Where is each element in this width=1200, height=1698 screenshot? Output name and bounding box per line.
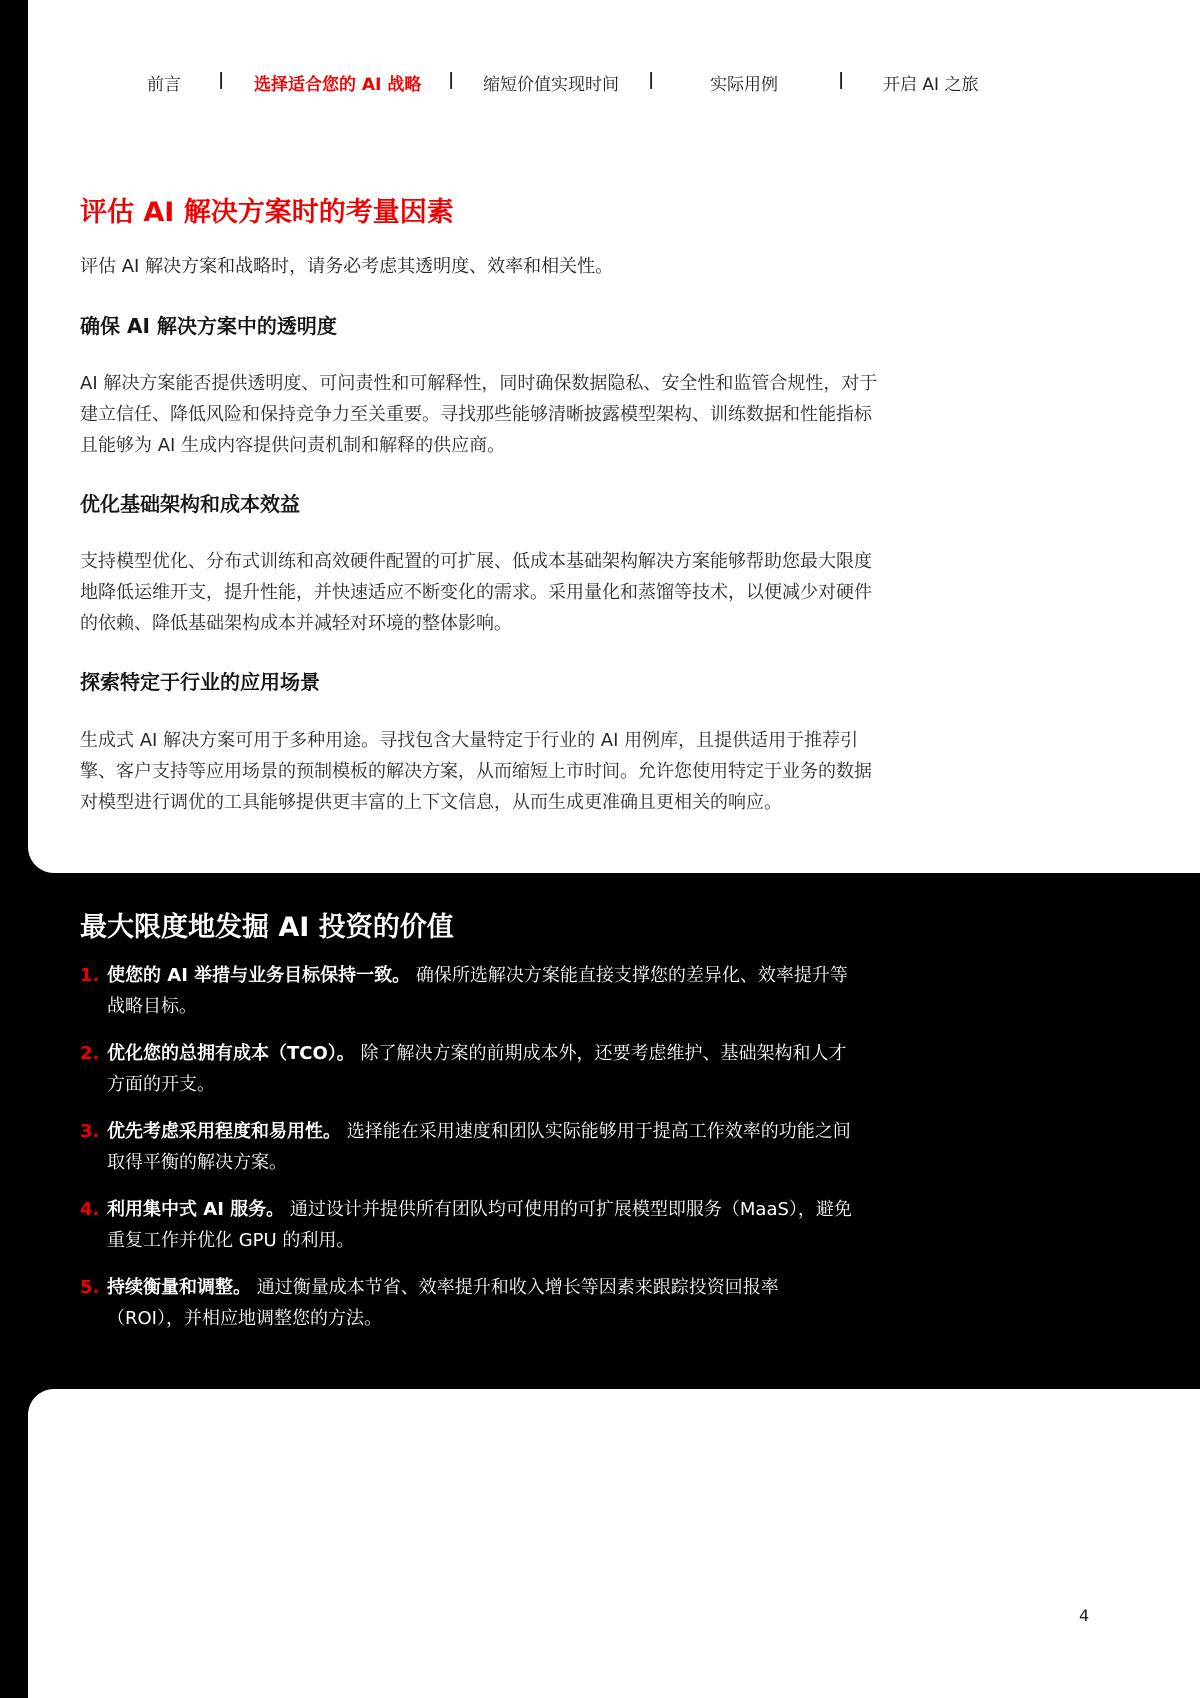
list-number: 1. bbox=[80, 965, 100, 986]
intro-text: 评估 AI 解决方案和战略时，请务必考虑其透明度、效率和相关性。 bbox=[80, 256, 614, 277]
list-number: 4. bbox=[80, 1199, 100, 1220]
body-line: 地降低运维开支，提升性能，并快速适应不断变化的需求。采用量化和蒸馏等技术，以便减少对硬件 bbox=[80, 582, 872, 603]
item-body-text: 取得平衡的解决方案。 bbox=[107, 1152, 287, 1173]
section-heading-transparency: 确保 AI 解决方案中的透明度 bbox=[80, 314, 337, 338]
callout-list bbox=[80, 960, 1060, 1350]
item-lead-text: 优化您的总拥有成本（TCO）。 bbox=[107, 1043, 355, 1064]
item-body-text: 除了解决方案的前期成本外，还要考虑维护、基础架构和人才 bbox=[354, 1043, 847, 1064]
item-body-text: 重复工作并优化 GPU 的利用。 bbox=[107, 1230, 355, 1251]
page-number: 4 bbox=[1079, 1606, 1090, 1625]
item-body-text: 选择能在采用速度和团队实际能够用于提高工作效率的功能之间 bbox=[341, 1121, 851, 1142]
item-body-text: 通过衡量成本节省、效率提升和收入增长等因素来跟踪投资回报率 bbox=[251, 1277, 779, 1298]
body-line: AI 解决方案能否提供透明度、可问责性和可解释性，同时确保数据隐私、安全性和监管合规性，对于 bbox=[80, 373, 878, 394]
body-line: 的依赖、降低基础架构成本并减轻对环境的整体影响。 bbox=[80, 613, 512, 634]
section-body-industry bbox=[80, 725, 1090, 818]
top-navigation bbox=[28, 64, 1200, 96]
list-number: 5. bbox=[80, 1277, 100, 1298]
section-heading-infrastructure: 优化基础架构和成本效益 bbox=[80, 492, 300, 516]
item-body-text: 战略目标。 bbox=[107, 996, 197, 1017]
section-body-transparency bbox=[80, 368, 1090, 461]
page-title: 评估 AI 解决方案时的考量因素 bbox=[80, 197, 454, 228]
body-line: 生成式 AI 解决方案可用于多种用途。寻找包含大量特定于行业的 AI 用例库，且提供适用于推荐引 bbox=[80, 730, 859, 751]
callout-title: 最大限度地发掘 AI 投资的价值 bbox=[80, 912, 454, 943]
nav-item-preface[interactable]: 前言 bbox=[147, 75, 181, 95]
nav-separator: | bbox=[648, 70, 655, 90]
body-line: 对模型进行调优的工具能够提供更丰富的上下文信息，从而生成更准确且更相关的响应。 bbox=[80, 792, 782, 813]
nav-item-start-ai-journey[interactable]: 开启 AI 之旅 bbox=[883, 75, 979, 95]
item-lead-text: 持续衡量和调整。 bbox=[107, 1277, 251, 1298]
nav-separator: | bbox=[838, 70, 845, 90]
item-body-text: 方面的开支。 bbox=[107, 1074, 215, 1095]
section-body-infrastructure bbox=[80, 546, 1090, 639]
list-number: 2. bbox=[80, 1043, 100, 1064]
page-bottom-section bbox=[28, 1389, 1200, 1698]
list-number: 3. bbox=[80, 1121, 100, 1142]
body-line: 且能够为 AI 生成内容提供问责机制和解释的供应商。 bbox=[80, 435, 506, 456]
item-body-text: 确保所选解决方案能直接支撑您的差异化、效率提升等 bbox=[410, 965, 848, 986]
item-lead-text: 优先考虑采用程度和易用性。 bbox=[107, 1121, 341, 1142]
item-lead-text: 使您的 AI 举措与业务目标保持一致。 bbox=[107, 965, 411, 986]
nav-separator: | bbox=[218, 70, 225, 90]
nav-item-ai-strategy[interactable]: 选择适合您的 AI 战略 bbox=[254, 75, 422, 95]
body-line: 擎、客户支持等应用场景的预制模板的解决方案，从而缩短上市时间。允许您使用特定于业务的数据 bbox=[80, 761, 872, 782]
nav-separator: | bbox=[448, 70, 455, 90]
item-lead-text: 利用集中式 AI 服务。 bbox=[107, 1199, 285, 1220]
callout-list-item bbox=[80, 1116, 1060, 1178]
body-line: 支持模型优化、分布式训练和高效硬件配置的可扩展、低成本基础架构解决方案能够帮助您最大限度 bbox=[80, 551, 872, 572]
item-body-text: 通过设计并提供所有团队均可使用的可扩展模型即服务（MaaS），避免 bbox=[284, 1199, 852, 1220]
callout-list-item bbox=[80, 1038, 1060, 1100]
callout-list-item bbox=[80, 1272, 1060, 1334]
callout-list-item bbox=[80, 960, 1060, 1022]
callout-list-item bbox=[80, 1194, 1060, 1256]
nav-item-use-cases[interactable]: 实际用例 bbox=[710, 75, 778, 95]
item-body-text: （ROI），并相应地调整您的方法。 bbox=[107, 1308, 382, 1329]
section-heading-industry: 探索特定于行业的应用场景 bbox=[80, 670, 320, 694]
nav-item-time-to-value[interactable]: 缩短价值实现时间 bbox=[483, 75, 619, 95]
body-line: 建立信任、降低风险和保持竞争力至关重要。寻找那些能够清晰披露模型架构、训练数据和性能指标 bbox=[80, 404, 872, 425]
